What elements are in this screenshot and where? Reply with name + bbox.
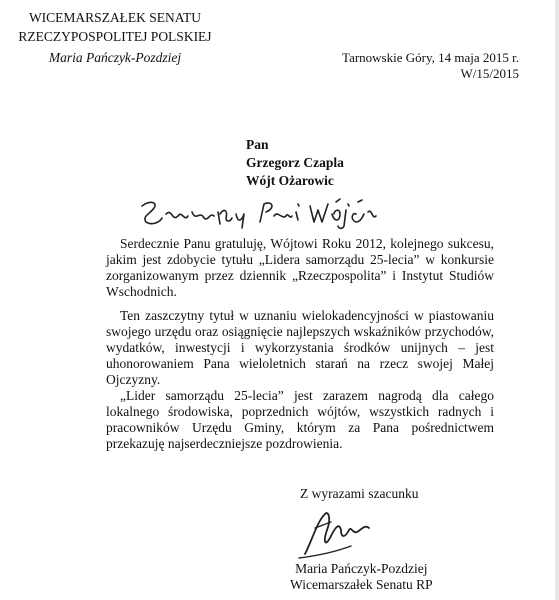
letter-meta [342, 50, 519, 82]
recipient-block [246, 136, 344, 190]
recipient-title: Pan [246, 137, 269, 152]
closing-line: Z wyrazami szacunku [300, 486, 419, 501]
place-date: Tarnowskie Góry, 14 maja 2015 r. [342, 50, 519, 65]
paragraph-2 [106, 308, 494, 388]
signer-title: Wicemarszałek Senatu RP [290, 577, 433, 592]
recipient-position: Wójt Ożarowic [246, 173, 334, 188]
letterhead-title-line1: WICEMARSZAŁEK SENATU [28, 10, 202, 25]
handwritten-signature [295, 508, 375, 560]
paragraph-1-text: Serdecznie Panu gratuluję, Wójtowi Roku 2012, kolejnego sukcesu, jakim jest zdobycie tytułu „Lidera samorządu 25-lecia” w konkursie zorganizowanym przez dziennik „Rzeczpospolita” i Instytut Studiów Wschodnich. [106, 236, 494, 299]
signer-block [290, 561, 433, 593]
page-edge [555, 0, 559, 600]
recipient-name: Grzegorz Czapla [246, 155, 344, 170]
paragraph-1 [106, 236, 494, 300]
paragraph-3-text: „Lider samorządu 25-lecia” jest zarazem nagrodą dla całego lokalnego środowiska, poprzednich wójtów, wszystkich radnych i pracowników Urzędu Gminy, którym za Pana pośrednictwem przekazuję najserdeczniejsze pozdrowienia. [106, 388, 494, 451]
letterhead [0, 8, 230, 67]
reference-number: W/15/2015 [460, 66, 519, 81]
paragraph-2-text: Ten zaszczytny tytuł w uznaniu wielokadencyjności w piastowaniu swojego urzędu oraz osiągnięcie najlepszych wskaźników przychodów, wydatków, inwestycji i wykorzystania środków unijnych – jest uhonorowaniem Pana wieloletnich starań na rzecz swojej Małej Ojczyzny. [106, 308, 494, 387]
letterhead-title-line2: RZECZYPOSPOLITEJ POLSKIEJ [18, 29, 212, 44]
paragraph-3 [106, 388, 494, 452]
letterhead-name: Maria Pańczyk-Pozdziej [48, 50, 182, 65]
signer-name: Maria Pańczyk-Pozdziej [295, 561, 428, 576]
handwritten-salutation [138, 196, 378, 230]
